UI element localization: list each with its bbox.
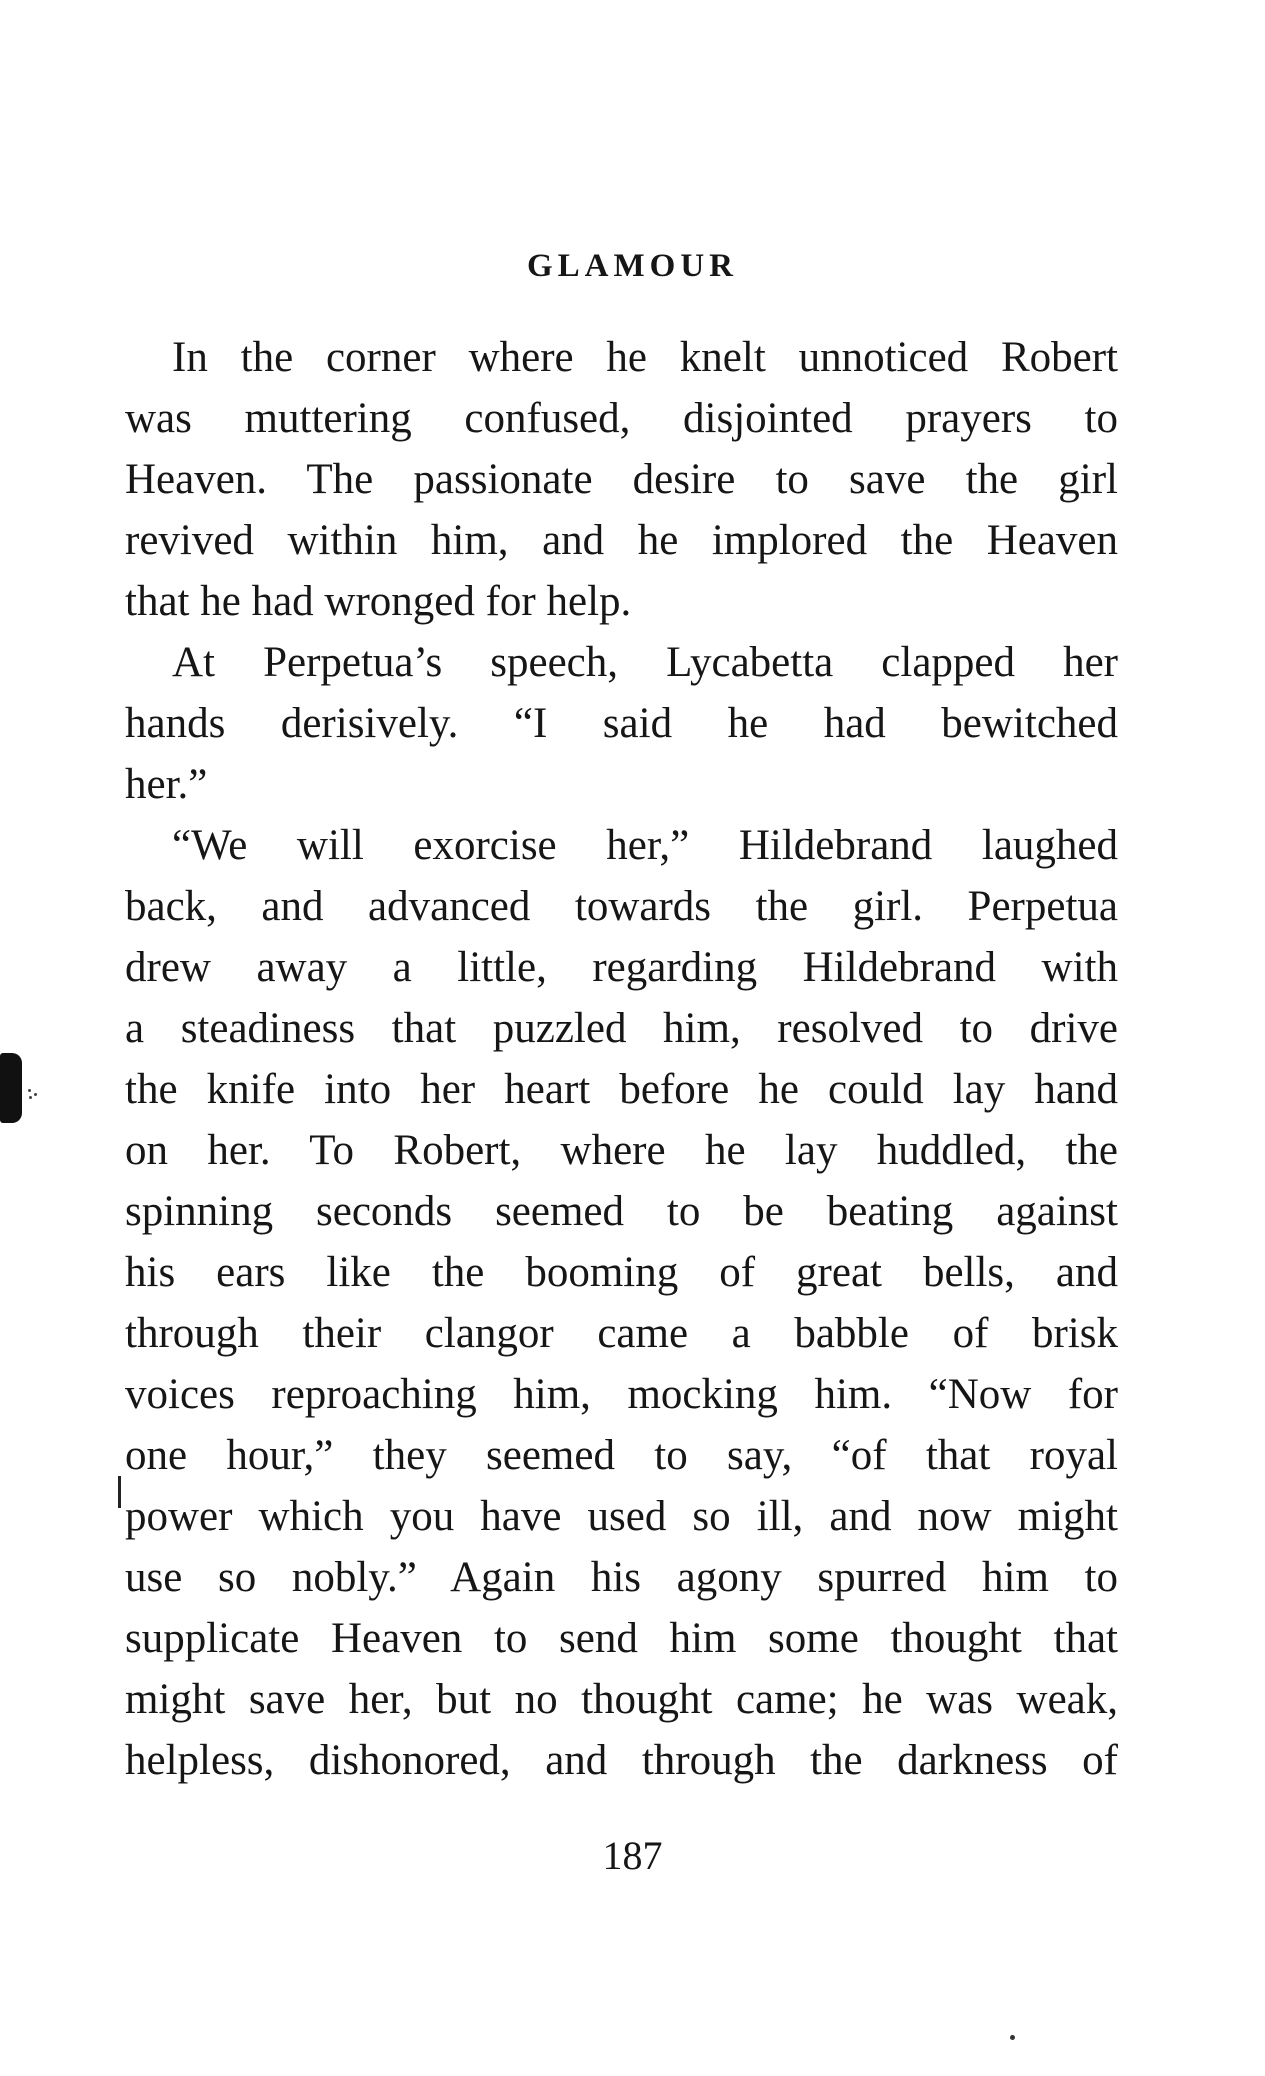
text-line: might save her, but no thought came; he was weak, [125,1676,1118,1723]
text-line: At Perpetua’s speech, Lycabetta clapped her [172,639,1118,686]
margin-mark [118,1476,121,1508]
text-line: “We will exorcise her,” Hildebrand laughed [172,822,1118,869]
page-number: 187 [602,1833,663,1878]
text-line: helpless, dishonored, and through the darkness of [125,1737,1118,1784]
text-line: In the corner where he knelt unnoticed Robert [172,334,1118,381]
text-line: use so nobly.” Again his agony spurred him to [125,1554,1118,1601]
text-line: drew away a little, regarding Hildebrand with [125,944,1118,991]
text-line: a steadiness that puzzled him, resolved to drive [125,1005,1118,1052]
text-line: spinning seconds seemed to be beating against [125,1188,1118,1235]
scan-edge-artifact [0,1053,22,1123]
text-line: through their clangor came a babble of brisk [125,1310,1118,1357]
running-head: GLAMOUR [527,248,738,284]
text-line: voices reproaching him, mocking him. “Now for [125,1371,1118,1418]
text-line: Heaven. The passionate desire to save the girl [125,456,1118,503]
text-line: her.” [125,761,208,808]
text-line: that he had wronged for help. [125,578,632,625]
text-line: the knife into her heart before he could lay hand [125,1066,1118,1113]
text-line: on her. To Robert, where he lay huddled, the [125,1127,1118,1174]
text-line: power which you have used so ill, and now might [125,1493,1118,1540]
scan-speck [1010,2035,1015,2040]
scan-speckle [26,1088,42,1100]
text-line: back, and advanced towards the girl. Perpetua [125,883,1118,930]
text-line: revived within him, and he implored the Heaven [125,517,1118,564]
body-text [125,327,1118,1791]
text-line: supplicate Heaven to send him some thought that [125,1615,1118,1662]
text-line: hands derisively. “I said he had bewitched [125,700,1118,747]
text-line: his ears like the booming of great bells, and [125,1249,1118,1296]
text-line: one hour,” they seemed to say, “of that royal [125,1432,1118,1479]
text-line: was muttering confused, disjointed prayers to [125,395,1118,442]
